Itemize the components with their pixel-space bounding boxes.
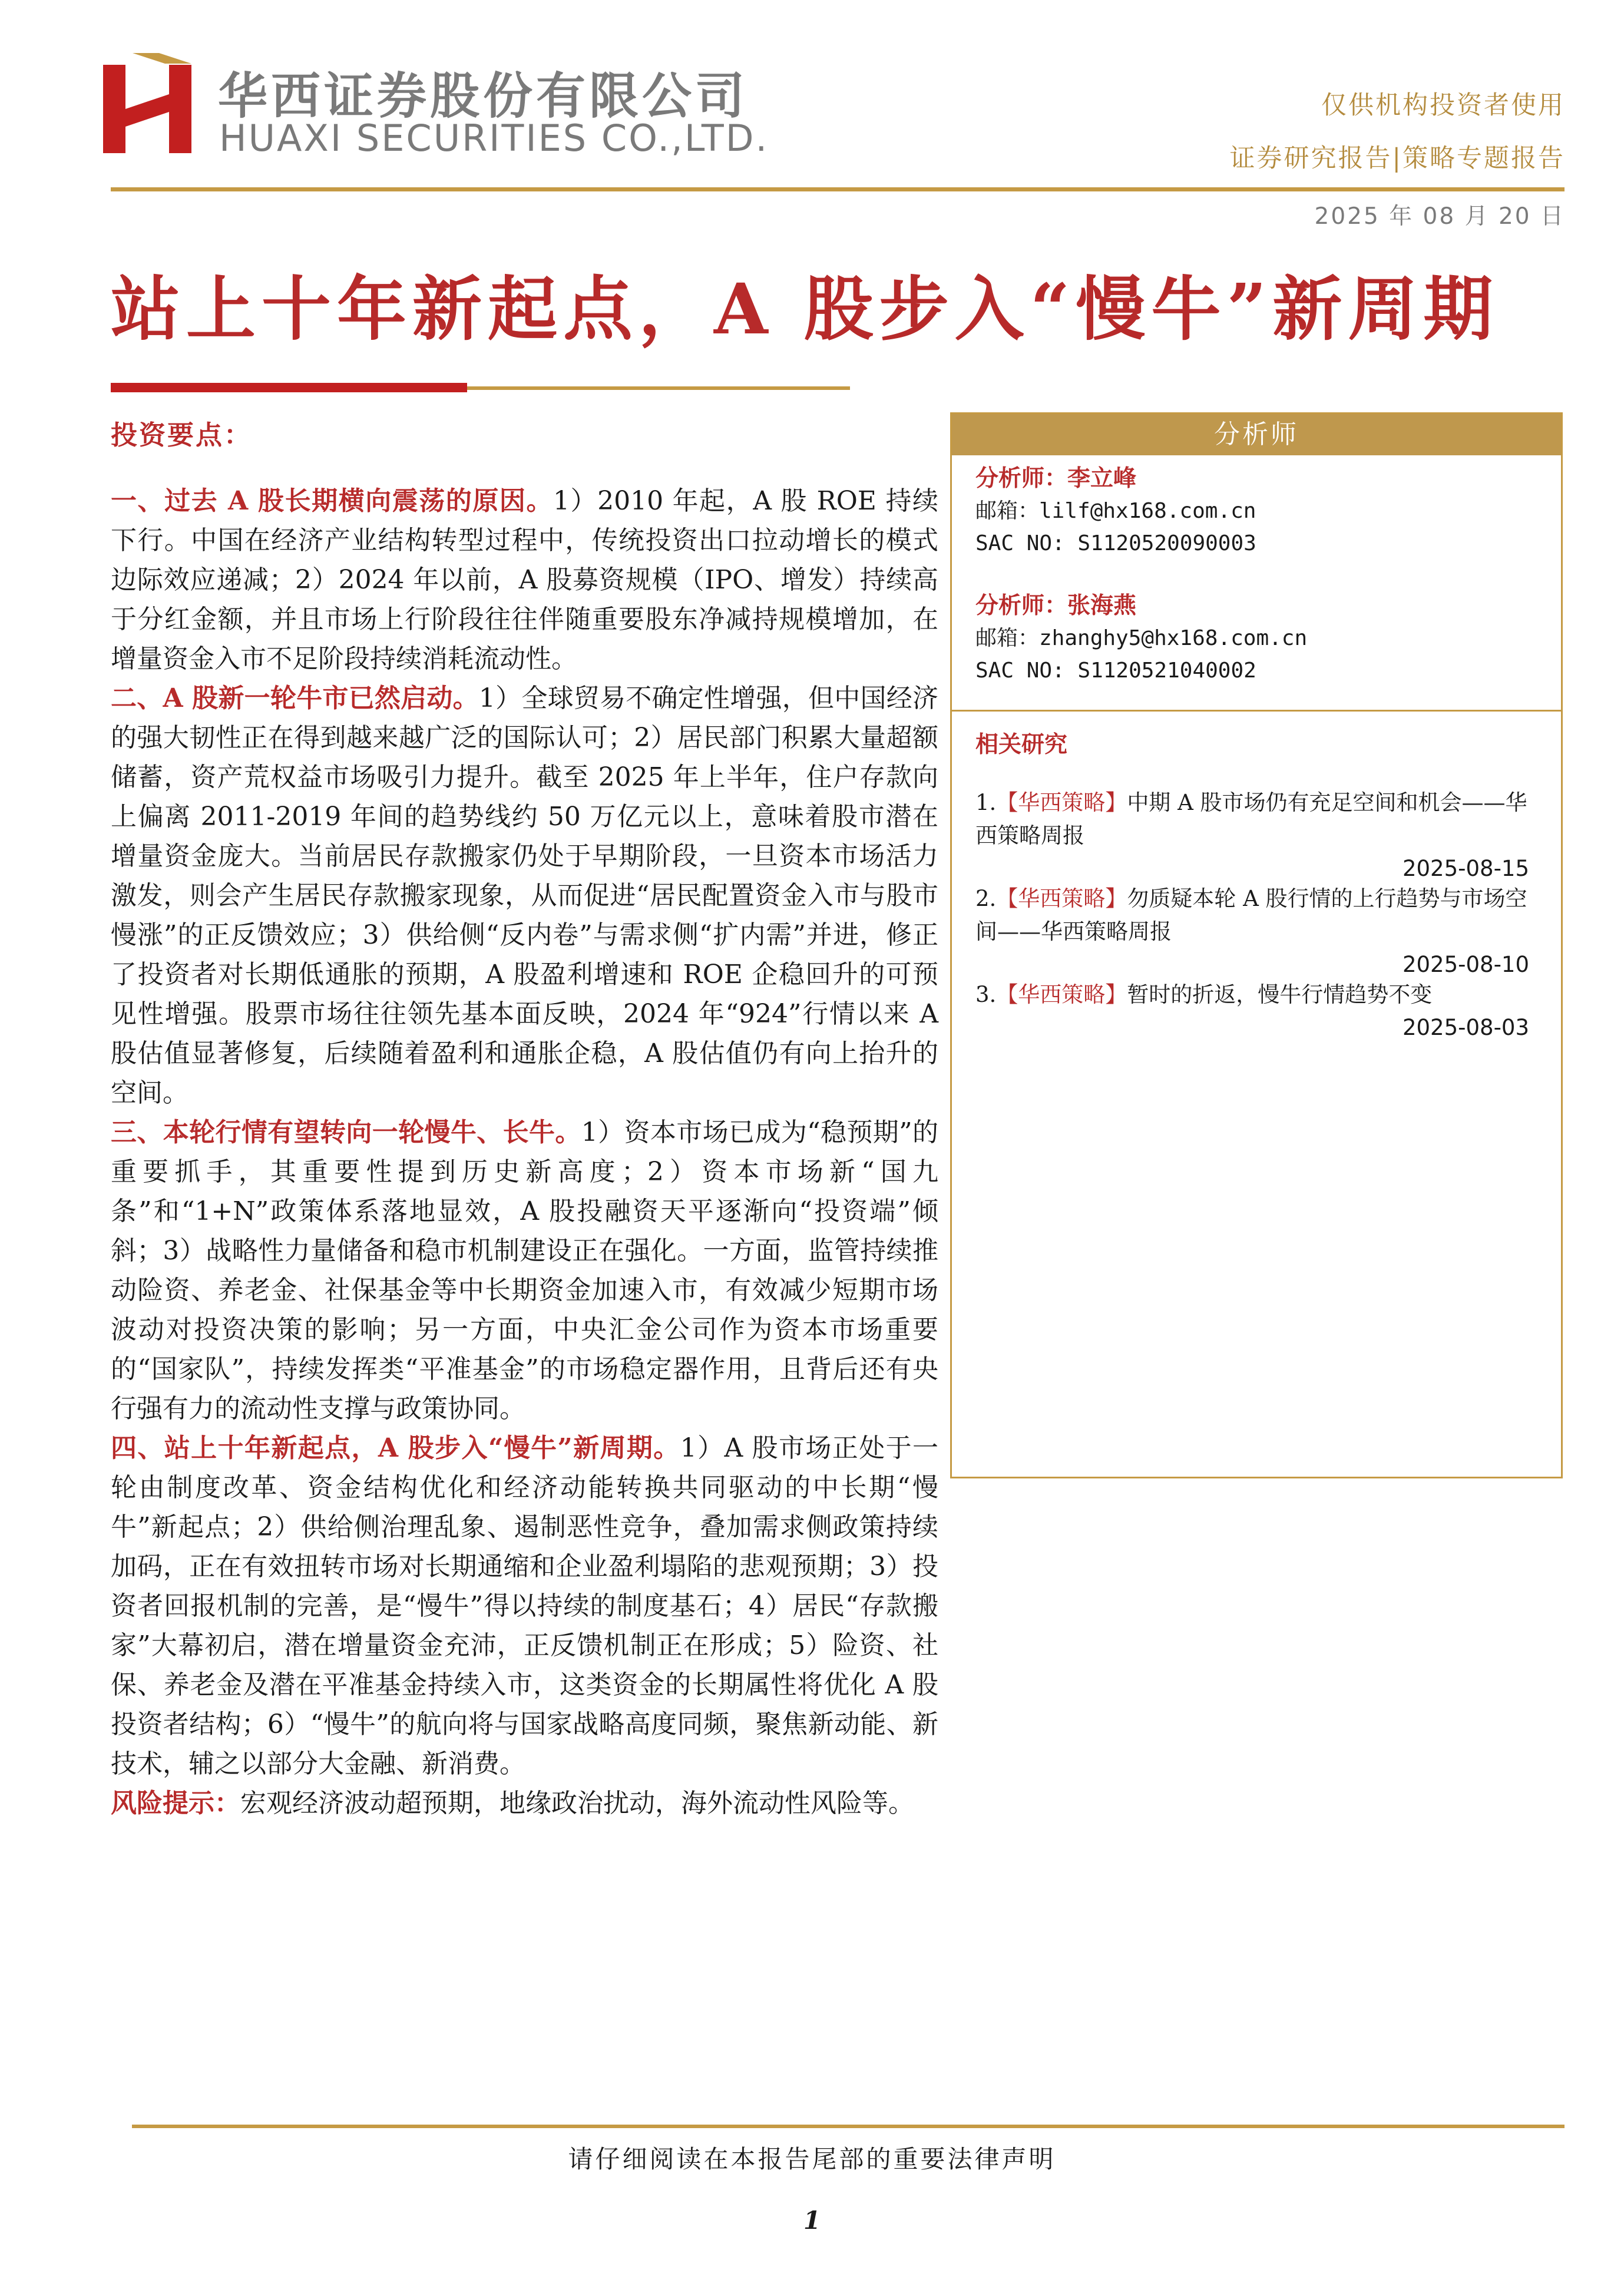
header-divider (111, 187, 1565, 191)
related-item[interactable] (975, 786, 1529, 885)
related-date: 2025-08-03 (1402, 1015, 1529, 1040)
legal-disclaimer: 请仔细阅读在本报告尾部的重要法律声明 (568, 2145, 1056, 2173)
company-name-en: HUAXI SECURITIES CO.,LTD. (219, 117, 769, 160)
report-title: 站上十年新起点，A 股步入“慢牛”新周期 (111, 268, 1499, 350)
risk-body: 宏观经济波动超预期，地缘政治扰动，海外流动性风险等。 (240, 1788, 914, 1818)
risk-note (111, 1784, 938, 1823)
related-text: 中期 A 股市场仍有充足空间和机会——华西策略周报 (975, 790, 1527, 848)
huaxi-logo-icon (103, 53, 191, 153)
analyst-email[interactable]: 邮箱：zhanghy5@hx168.com.cn (975, 626, 1308, 650)
section-2 (111, 679, 938, 1113)
section-body: 1）全球贸易不确定性增强，但中国经济的强大韧性正在得到越来越广泛的国际认可；2）居民部门积累大量超额储蓄，资产荒权益市场吸引力提升。截至 2025 年上半年，住户存款向上偏离 2011-2019 年间的趋势线约 50 万亿元以上，意味着股市潜在增量资金庞大。当前居民存款搬家仍处于早期阶段，一旦资本市场活力激发，则会产生居民存款搬家现象，从而促进“居民配置资金入市与股市慢涨”的正反馈效应；3）供给侧“反内卷”与需求侧“扩内需”并进，修正了投资者对长期低通胀的预期，A 股盈利增速和 ROE 企稳回升的可预见性增强。股票市场往往领先基本面反映，2024 年“924”行情以来 A 股估值显著修复，后续随着盈利和通胀企稳，A 股估值仍有向上抬升的空间。 (111, 683, 938, 1108)
related-research-title: 相关研究 (975, 731, 1068, 758)
page-number: 1 (803, 2206, 821, 2235)
related-num: 1. (975, 790, 997, 815)
analyst-sidebar (950, 412, 1563, 1478)
related-text: 勿质疑本轮 A 股行情的上行趋势与市场空间——华西策略周报 (975, 886, 1527, 944)
analyst-sac: SAC NO: S1120521040002 (975, 659, 1256, 683)
related-tag: 【华西策略】 (996, 886, 1127, 911)
title-underline-red (111, 383, 467, 392)
section-1 (111, 481, 938, 679)
related-item[interactable] (975, 978, 1529, 1044)
section-3 (111, 1113, 938, 1428)
related-text: 暂时的折返，慢牛行情趋势不变 (1127, 982, 1433, 1007)
risk-label: 风险提示： (111, 1788, 240, 1818)
section-title: 一、过去 A 股长期横向震荡的原因。 (111, 486, 554, 516)
section-body: 1）资本市场已成为“稳预期”的重要抓手，其重要性提到历史新高度；2）资本市场新“国九条”和“1+N”政策体系落地显效，A 股投融资天平逐渐向“投资端”倾斜；3）战略性力量储备和稳市机制建设正在强化。一方面，监管持续推动险资、养老金、社保基金等中长期资金加速入市，有效减少短期市场波动对投资决策的影响；另一方面，中央汇金公司作为资本市场重要的“国家队”，持续发挥类“平准基金”的市场稳定器作用，且背后还有央行强有力的流动性支撑与政策协同。 (111, 1117, 939, 1424)
report-date: 2025 年 08 月 20 日 (1314, 203, 1565, 230)
report-type: 证券研究报告|策略专题报告 (1229, 144, 1565, 173)
related-tag: 【华西策略】 (996, 790, 1127, 815)
key-points-heading: 投资要点： (111, 419, 253, 451)
footer-divider (132, 2125, 1565, 2128)
analyst-card (975, 590, 1307, 687)
sidebar-header: 分析师 (952, 414, 1561, 455)
related-date: 2025-08-10 (1402, 952, 1529, 977)
analyst-name: 分析师：张海燕 (975, 592, 1137, 619)
related-num: 2. (975, 886, 997, 911)
section-title: 二、A 股新一轮牛市已然启动。 (111, 683, 479, 713)
section-title: 四、站上十年新起点，A 股步入“慢牛”新周期。 (111, 1433, 680, 1463)
sidebar-divider (952, 710, 1561, 712)
title-underline-gold (467, 386, 850, 390)
section-body: 1）2010 年起，A 股 ROE 持续下行。中国在经济产业结构转型过程中，传统投资出口拉动增长的模式边际效应递减；2）2024 年以前，A 股募资规模（IPO、增发）持续高于分红金额，并且市场上行阶段往往伴随重要股东净减持规模增加，在增量资金入市不足阶段持续消耗流动性。 (111, 486, 938, 674)
section-body: 1）A 股市场正处于一轮由制度改革、资金结构优化和经济动能转换共同驱动的中长期“慢牛”新起点；2）供给侧治理乱象、遏制恶性竞争，叠加需求侧政策持续加码，正在有效扭转市场对长期通缩和企业盈利塌陷的悲观预期；3）投资者回报机制的完善，是“慢牛”得以持续的制度基石；4）居民“存款搬家”大幕初启，潜在增量资金充沛，正反馈机制正在形成；5）险资、社保、养老金及潜在平准基金持续入市，这类资金的长期属性将优化 A 股投资者结构；6）“慢牛”的航向将与国家战略高度同频，聚焦新动能、新技术，辅之以部分大金融、新消费。 (111, 1433, 938, 1779)
analyst-sac: SAC NO: S1120520090003 (975, 531, 1256, 555)
related-tag: 【华西策略】 (996, 982, 1127, 1007)
section-4 (111, 1428, 938, 1784)
analyst-card (975, 462, 1256, 560)
audience-note: 仅供机构投资者使用 (1321, 91, 1565, 120)
related-item[interactable] (975, 882, 1529, 981)
related-date: 2025-08-15 (1402, 856, 1529, 881)
analyst-email[interactable]: 邮箱：lilf@hx168.com.cn (975, 499, 1256, 523)
key-points-column (111, 415, 938, 1823)
analyst-name: 分析师：李立峰 (975, 465, 1137, 492)
related-num: 3. (975, 982, 997, 1007)
company-logo (103, 53, 769, 171)
section-title: 三、本轮行情有望转向一轮慢牛、长牛。 (111, 1117, 581, 1147)
company-name-cn: 华西证券股份有限公司 (218, 67, 749, 125)
